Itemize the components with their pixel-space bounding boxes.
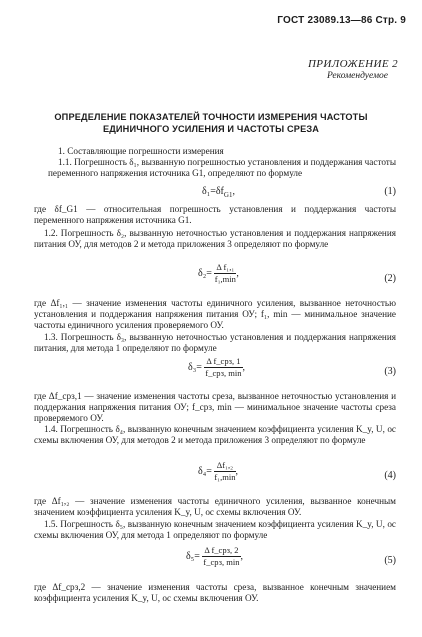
equation-4-numerator: Δf₁,₂ (214, 460, 235, 472)
equation-1 (202, 186, 235, 199)
equation-3-fraction (204, 356, 242, 379)
appendix-note: Рекомендуемое (326, 71, 388, 81)
doc-title-line-2: ЕДИНИЧНОГО УСИЛЕНИЯ И ЧАСТОТЫ СРЕЗА (102, 124, 320, 134)
paragraph-1-2: 1.2. Погрешность δ₂, вызванную неточностью установления и поддержания напряжения питания ОУ, для методов 2 и метода приложения 3 определяют по формуле (34, 228, 396, 250)
equation-5: δ₅= $\frac{\text{Δ f\_срз, 2}}{\text{f\_срз, min}}$ , (186, 545, 244, 567)
equation-3-lhs: δ₃= (188, 361, 202, 373)
equation-3-denominator: f_срз, min (205, 368, 242, 378)
where-3: где Δf_срз,1 — значение изменения частоты среза, вызванное неточностью установления и поддержания напряжения питания ОУ; f_срз, min — минимальное значение частоты среза проверяемого ОУ. (34, 391, 396, 424)
equation-4-denominator: f₁,min (214, 472, 236, 482)
equation-3-number: (3) (384, 366, 396, 377)
equation-1-lhs: δ₁=δf (202, 186, 224, 197)
where-2: где Δf₁,₁ — значение изменения частоты единичного усиления, вызванное неточностью установления и поддержания напряжения питания ОУ; f₁, min — минимальное значение частоты единичного усиления проверяемого ОУ. (34, 298, 396, 331)
equation-5-numerator: Δ f_срз, 2 (204, 545, 239, 555)
where-1: где δf_G1 — относительная погрешность установления и поддержания частоты переменного напряжения источника G1. (34, 204, 396, 226)
equation-5-denominator: f_срз, min (203, 557, 240, 567)
equation-3: δ₃= $\frac{\text{Δ f\_срз, 1}}{\text{f\_срз, min}}$ , (188, 356, 246, 378)
equation-2-numerator: Δ f₁,₁ (216, 262, 235, 272)
equation-3-numerator: Δ f_срз, 1 (206, 356, 241, 366)
equation-2-number: (2) (384, 273, 396, 284)
equation-2: δ₂= $\frac{\text{Δ f₁,₁}}{\text{f₁,min}}$ , (198, 262, 239, 284)
paragraph-1-4: 1.4. Погрешность δ₄, вызванную конечным значением коэффициента усиления K_y, U, oc схемы включения ОУ, для методов 2 и метода приложения 3 определяют по формуле (34, 424, 396, 446)
equation-5-fraction (202, 545, 240, 568)
paragraph-1-5: 1.5. Погрешность δ₅, вызванную конечным значением коэффициента усиления K_y, U, oc схемы включения ОУ, для метода 1 определяют по формуле (34, 519, 396, 541)
doc-title-line-1: ОПРЕДЕЛЕНИЕ ПОКАЗАТЕЛЕЙ ТОЧНОСТИ ИЗМЕРЕНИЯ ЧАСТОТЫ (54, 112, 368, 122)
where-4: где Δf₁,₂ — значение изменения частоты единичного усиления, вызванное конечным значением коэффициента усиления K_y, U, oc схемы включения ОУ. (34, 496, 396, 518)
paragraph-1-3: 1.3. Погрешность δ₃, вызванную неточностью установления и поддержания напряжения питания, для метода 1 определяют по формуле (34, 332, 396, 354)
equation-4-number: (4) (384, 470, 396, 481)
equation-4: δ₄= $\frac{\text{Δf₁,₂}}{\text{f₁,min}}$ , (198, 460, 238, 482)
equation-5-number: (5) (384, 555, 396, 566)
equation-2-denominator: f₁,min (214, 274, 236, 284)
equation-1-tail: , (232, 186, 235, 197)
where-5: где Δf_срз,2 — значение изменения частоты среза, вызванное конечным значением коэффициента усиления K_y, U, oc схемы включения ОУ. (34, 582, 396, 604)
equation-1-sub: G1 (223, 191, 233, 199)
section-heading: 1. Составляющие погрешности измерения (58, 146, 224, 156)
equation-4-fraction (214, 460, 235, 483)
appendix-title: ПРИЛОЖЕНИЕ 2 (307, 58, 398, 70)
paragraph-1-1: 1.1. Погрешность δ₁, вызванную погрешностью установления и поддержания частоты переменного напряжения источника G1, определяют по формуле (48, 157, 396, 179)
equation-1-number: (1) (384, 186, 396, 197)
equation-5-lhs: δ₅= (186, 550, 200, 562)
equation-2-fraction (214, 262, 236, 285)
page-header: ГОСТ 23089.13—86 Стр. 9 (277, 15, 406, 26)
equation-4-lhs: δ₄= (198, 465, 212, 477)
equation-2-lhs: δ₂= (198, 267, 212, 279)
